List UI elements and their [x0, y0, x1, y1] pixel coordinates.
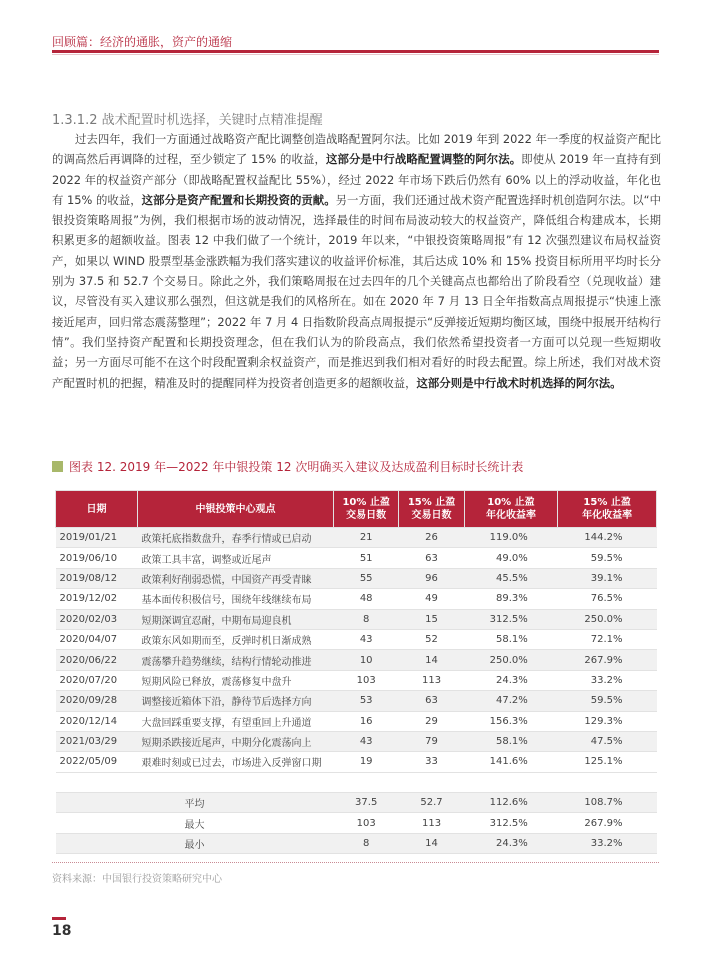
cell-date: 2020/12/14	[56, 711, 138, 731]
section-title: 1.3.1.2 战术配置时机选择，关键时点精准提醒	[52, 113, 323, 128]
header-rule-light	[52, 54, 659, 55]
cell-return-10: 112.6%	[464, 793, 558, 813]
body-bold-3: 这部分则是中行战术时机选择的阿尔法。	[416, 375, 622, 390]
cell-days-10: 51	[334, 548, 399, 568]
cell-days-15: 63	[399, 691, 464, 711]
cell-days-15: 14	[399, 833, 464, 853]
header-d10	[334, 491, 399, 528]
cell-date: 2022/05/09	[56, 752, 138, 772]
cell-days-15: 52.7	[399, 793, 464, 813]
table-row	[56, 589, 657, 609]
header-d15-line1: 15% 止盈	[407, 497, 456, 508]
cell-summary-label: 最小	[56, 833, 334, 853]
cell-date: 2020/04/07	[56, 629, 138, 649]
header-d15-line2: 交易日数	[411, 510, 452, 521]
cell-days-15: 33	[399, 752, 464, 772]
cell-return-10: 312.5%	[464, 609, 558, 629]
body-paragraph	[52, 129, 661, 393]
table-header-row	[56, 491, 657, 528]
cell-days-15: 113	[399, 813, 464, 833]
header-rule	[52, 50, 659, 53]
table-row	[56, 691, 657, 711]
cell-days-10: 103	[334, 813, 399, 833]
cell-view: 艰难时刻或已过去，市场进入反弹窗口期	[138, 752, 334, 772]
figure-title	[52, 458, 523, 475]
cell-date: 2019/08/12	[56, 568, 138, 588]
body-text-3: 另一方面，我们还通过战术资产配置选择时机创造阿尔法。以“中银投资策略周报”为例，我们根据市场的波动情况，选择最佳的时间布局波动较大的权益资产，降低组合构建成本，长期积累更多的超额收益。图表 12 中我们做了一个统计，2019 年以来，“中银投资策略周报”有 12 次强烈建议布局权益资产，如果以 WIND 股票型基金涨跌幅为我们落实建议的收益评价标准，其后达成 10% 和 15% 投资目标所用平均时长分别为 37.5 和 52.7 个交易日。除此之外，我们策略周报在过去四年的几个关键高点也都给出了阶段看空（兑现收益）建议，尽管没有买入建议那么强烈，但这就是我们的风格所在。如在 2020 年 7 月 13 日全年指数高点周报提示“快速上涨接近尾声，回归常态震荡整理”；2022 年 7 月 4 日指数阶段高点周报提示“反弹接近短期均衡区域，围绕中报展开结构行情”。我们坚持资产配置和长期投资理念，但在我们认为的阶段高点，我们依然希望投资者一方面可以兑现一些短期收益；另一方面尽可能不在这个时段配置剩余权益资产，而是推迟到我们相对看好的时段去配置。综上所述，我们对战术资产配置时机的把握，精准及时的提醒同样为投资者创造更多的超额收益，	[52, 192, 661, 390]
header-d15	[399, 491, 464, 528]
header-view: 中银投策中心观点	[138, 491, 334, 528]
cell-view: 基本面传积极信号，围绕年线继续布局	[138, 589, 334, 609]
source-note: 资料来源：中国银行投资策略研究中心	[52, 874, 222, 885]
cell-return-10: 47.2%	[464, 691, 558, 711]
cell-days-15: 113	[399, 670, 464, 690]
cell-return-10: 49.0%	[464, 548, 558, 568]
cell-date: 2020/06/22	[56, 650, 138, 670]
page-number-accent	[52, 917, 66, 920]
cell-return-15: 129.3%	[558, 711, 657, 731]
data-table	[55, 490, 657, 854]
page-number: 18	[52, 923, 72, 939]
cell-days-15: 15	[399, 609, 464, 629]
header-date: 日期	[56, 491, 138, 528]
header-r15-line1: 15% 止盈	[583, 497, 631, 508]
table-row	[56, 711, 657, 731]
cell-return-15: 33.2%	[558, 670, 657, 690]
cell-return-10: 89.3%	[464, 589, 558, 609]
body-bold-1: 这部分是中行战略配置调整的阿尔法。	[325, 152, 522, 167]
header-r10-line2: 年化收益率	[485, 510, 536, 521]
cell-return-10: 58.1%	[464, 629, 558, 649]
cell-days-15: 49	[399, 589, 464, 609]
figure-title-text: 图表 12. 2019 年—2022 年中银投策 12 次明确买入建议及达成盈利目标时长统计表	[69, 460, 524, 474]
cell-return-10: 24.3%	[464, 670, 558, 690]
cell-days-15: 29	[399, 711, 464, 731]
table-row	[56, 609, 657, 629]
cell-return-15: 125.1%	[558, 752, 657, 772]
cell-return-10: 24.3%	[464, 833, 558, 853]
cell-days-10: 8	[334, 609, 399, 629]
table-body	[56, 528, 657, 854]
cell-view: 政策利好削弱恐慌，中国资产再受青睐	[138, 568, 334, 588]
table-row	[56, 528, 657, 548]
cell-days-10: 53	[334, 691, 399, 711]
cell-days-10: 19	[334, 752, 399, 772]
cell-return-10: 156.3%	[464, 711, 558, 731]
cell-summary-label: 最大	[56, 813, 334, 833]
table-summary-row	[56, 813, 657, 833]
cell-return-15: 76.5%	[558, 589, 657, 609]
cell-return-15: 250.0%	[558, 609, 657, 629]
header-r10-line1: 10% 止盈	[487, 497, 535, 508]
body-bold-2: 这部分是资产配置和长期投资的贡献。	[141, 192, 336, 207]
cell-days-10: 55	[334, 568, 399, 588]
cell-date: 2020/09/28	[56, 691, 138, 711]
cell-return-10: 58.1%	[464, 731, 558, 751]
cell-days-10: 21	[334, 528, 399, 548]
cell-return-15: 47.5%	[558, 731, 657, 751]
cell-view: 政策东风如期而至，反弹时机日渐成熟	[138, 629, 334, 649]
cell-view: 调整接近箱体下沿，静待节后选择方向	[138, 691, 334, 711]
cell-days-10: 103	[334, 670, 399, 690]
cell-view: 短期风险已释放，震荡修复中盘升	[138, 670, 334, 690]
running-header: 回顾篇：经济的通胀，资产的通缩	[52, 35, 233, 49]
cell-date: 2019/01/21	[56, 528, 138, 548]
table-summary-row	[56, 793, 657, 813]
table-row	[56, 650, 657, 670]
cell-return-15: 267.9%	[558, 650, 657, 670]
cell-days-15: 63	[399, 548, 464, 568]
table-row	[56, 731, 657, 751]
cell-return-15: 59.5%	[558, 691, 657, 711]
cell-days-10: 10	[334, 650, 399, 670]
figure-marker-icon	[52, 461, 63, 472]
cell-return-10: 119.0%	[464, 528, 558, 548]
table-row	[56, 629, 657, 649]
table-row	[56, 670, 657, 690]
cell-days-10: 16	[334, 711, 399, 731]
body-text-1: 过去四年，我们一方面通过战略资产配比调整创造战略配置阿尔法。比如 2019 年到 2022 年一季度的权益资产配比的调高然后再调降的过程，至少锁定了 15% 的收益，	[52, 132, 661, 167]
cell-view: 震荡攀升趋势继续，结构行情轮动推进	[138, 650, 334, 670]
cell-date: 2020/02/03	[56, 609, 138, 629]
spacer-cell	[464, 772, 558, 792]
cell-view: 短期杀跌接近尾声，中期分化震荡向上	[138, 731, 334, 751]
cell-return-15: 267.9%	[558, 813, 657, 833]
cell-return-10: 312.5%	[464, 813, 558, 833]
table-row	[56, 568, 657, 588]
cell-date: 2021/03/29	[56, 731, 138, 751]
cell-return-10: 141.6%	[464, 752, 558, 772]
header-d10-line1: 10% 止盈	[342, 497, 390, 508]
cell-view: 政策托底指数盘升，春季行情或已启动	[138, 528, 334, 548]
source-divider	[52, 862, 659, 863]
cell-return-15: 108.7%	[558, 793, 657, 813]
table-row	[56, 548, 657, 568]
cell-return-15: 144.2%	[558, 528, 657, 548]
cell-days-10: 37.5	[334, 793, 399, 813]
table-spacer-row	[56, 772, 657, 792]
header-r15	[558, 491, 657, 528]
cell-days-15: 14	[399, 650, 464, 670]
cell-date: 2019/12/02	[56, 589, 138, 609]
header-d10-line2: 交易日数	[346, 510, 387, 521]
cell-return-15: 72.1%	[558, 629, 657, 649]
cell-days-10: 43	[334, 629, 399, 649]
cell-return-10: 250.0%	[464, 650, 558, 670]
spacer-cell	[334, 772, 399, 792]
spacer-cell	[558, 772, 657, 792]
cell-date: 2019/06/10	[56, 548, 138, 568]
cell-summary-label: 平均	[56, 793, 334, 813]
cell-days-15: 79	[399, 731, 464, 751]
cell-return-10: 45.5%	[464, 568, 558, 588]
body-text-2: 即使从 2019 年一直持有到 2022 年的权益资产部分（即战略配置权益配比 55%），经过 2022 年市场下跌后仍然有 60% 以上的浮动收益，年化也有 15% 的收益，	[52, 152, 661, 207]
cell-days-15: 26	[399, 528, 464, 548]
spacer-cell	[399, 772, 464, 792]
cell-days-15: 96	[399, 568, 464, 588]
cell-days-10: 8	[334, 833, 399, 853]
cell-view: 政策工具丰富，调整或近尾声	[138, 548, 334, 568]
cell-return-15: 39.1%	[558, 568, 657, 588]
table-row	[56, 752, 657, 772]
cell-days-10: 43	[334, 731, 399, 751]
spacer-cell	[138, 772, 334, 792]
table-summary-row	[56, 833, 657, 853]
cell-view: 短期深调宜忍耐，中期布局迎良机	[138, 609, 334, 629]
cell-date: 2020/07/20	[56, 670, 138, 690]
cell-days-10: 48	[334, 589, 399, 609]
cell-view: 大盘回踩重要支撑，有望重回上升通道	[138, 711, 334, 731]
header-r10	[464, 491, 558, 528]
cell-days-15: 52	[399, 629, 464, 649]
cell-return-15: 59.5%	[558, 548, 657, 568]
header-r15-line2: 年化收益率	[582, 510, 633, 521]
cell-return-15: 33.2%	[558, 833, 657, 853]
spacer-cell	[56, 772, 138, 792]
